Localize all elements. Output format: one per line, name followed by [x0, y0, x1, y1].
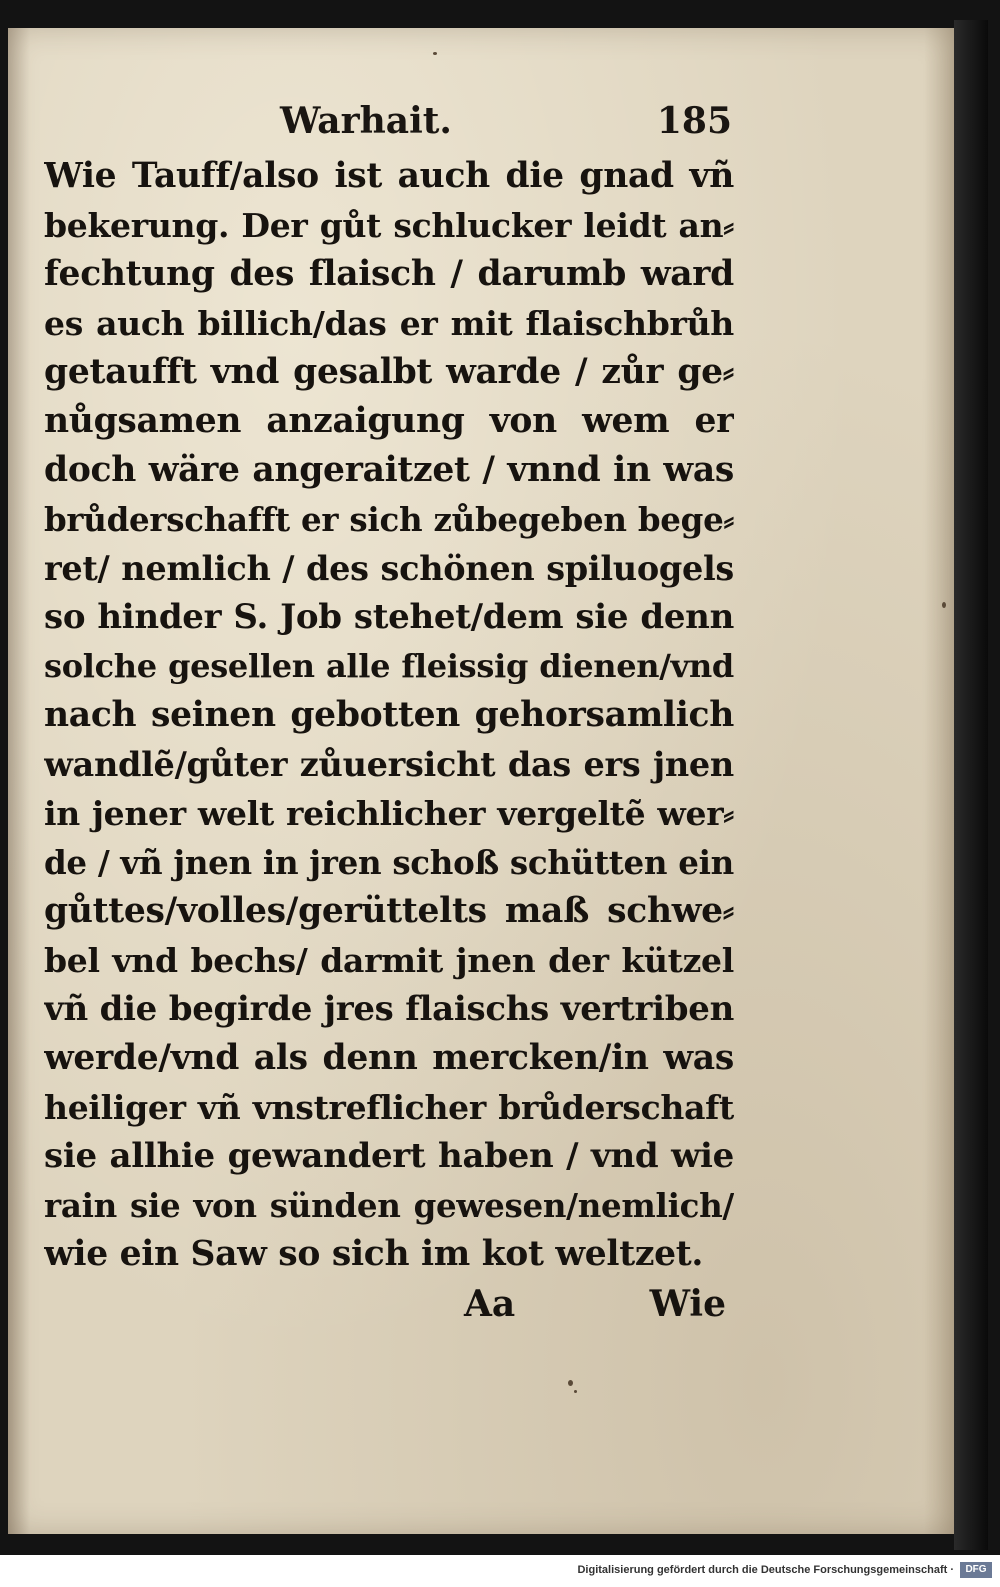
text-line: Wie Tauff/also ist auch die gnad vñ [44, 156, 734, 196]
paper-speck [568, 1380, 573, 1386]
catchline [44, 1283, 734, 1335]
text-line: vñ die begirde jres flaischs vertriben [44, 989, 734, 1029]
text-line: de / vñ jnen in jren schoß schütten ein [44, 843, 734, 882]
page-number: 185 [656, 100, 732, 142]
running-head [280, 100, 740, 152]
text-line: brůderschafft er sich zůbegeben bege⸗ [44, 500, 734, 539]
paper-speck [574, 1390, 577, 1393]
signature-mark: Aa [464, 1283, 516, 1325]
text-line: sie allhie gewandert haben / vnd wie [44, 1136, 734, 1176]
text-line: doch wäre angeraitzet / vnnd in was [44, 450, 734, 490]
dfg-logo: DFG [960, 1562, 992, 1578]
book-edge [954, 20, 988, 1550]
text-line: wandlẽ/gůter zůuersicht das ers jnen [44, 745, 734, 784]
text-line: solche gesellen alle fleissig dienen/vnd [44, 647, 734, 685]
text-line: nůgsamen anzaigung von wem er [44, 401, 734, 441]
text-line: bekerung. Der gůt schlucker leidt an⸗ [44, 206, 734, 245]
text-line: fechtung des flaisch / darumb ward [44, 254, 734, 294]
footer-bar [0, 1555, 1000, 1587]
text-line: es auch billich/das er mit flaischbrůh [44, 304, 734, 343]
funding-credit: Digitalisierung gefördert durch die Deutsche Forschungsgemeinschaft · [577, 1564, 954, 1576]
running-head-title: Warhait. [280, 100, 452, 142]
text-line: rain sie von sünden gewesen/nemlich/ [44, 1186, 734, 1225]
catchword: Wie [649, 1283, 726, 1325]
text-line: in jener welt reichlicher vergeltẽ wer⸗ [44, 794, 734, 833]
text-line: so hinder S. Job stehet/dem sie denn [44, 597, 734, 637]
body-text [44, 152, 734, 1279]
paper-speck [942, 602, 946, 608]
text-line: heiliger vñ vnstreflicher brůderschaft [44, 1088, 734, 1127]
text-line: werde/vnd als denn mercken/in was [44, 1038, 734, 1078]
paper-speck [433, 52, 437, 55]
text-line: bel vnd bechs/ darmit jnen der kützel [44, 941, 734, 980]
text-line: ret/ nemlich / des schönen spiluogels [44, 549, 734, 588]
text-line: nach seinen gebotten gehorsamlich [44, 695, 734, 735]
text-line: gůttes/volles/gerüttelts maß schwe⸗ [44, 891, 734, 931]
text-line: wie ein Saw so sich im kot weltzet. [44, 1234, 704, 1274]
text-line: getaufft vnd gesalbt warde / zůr ge⸗ [44, 352, 734, 392]
